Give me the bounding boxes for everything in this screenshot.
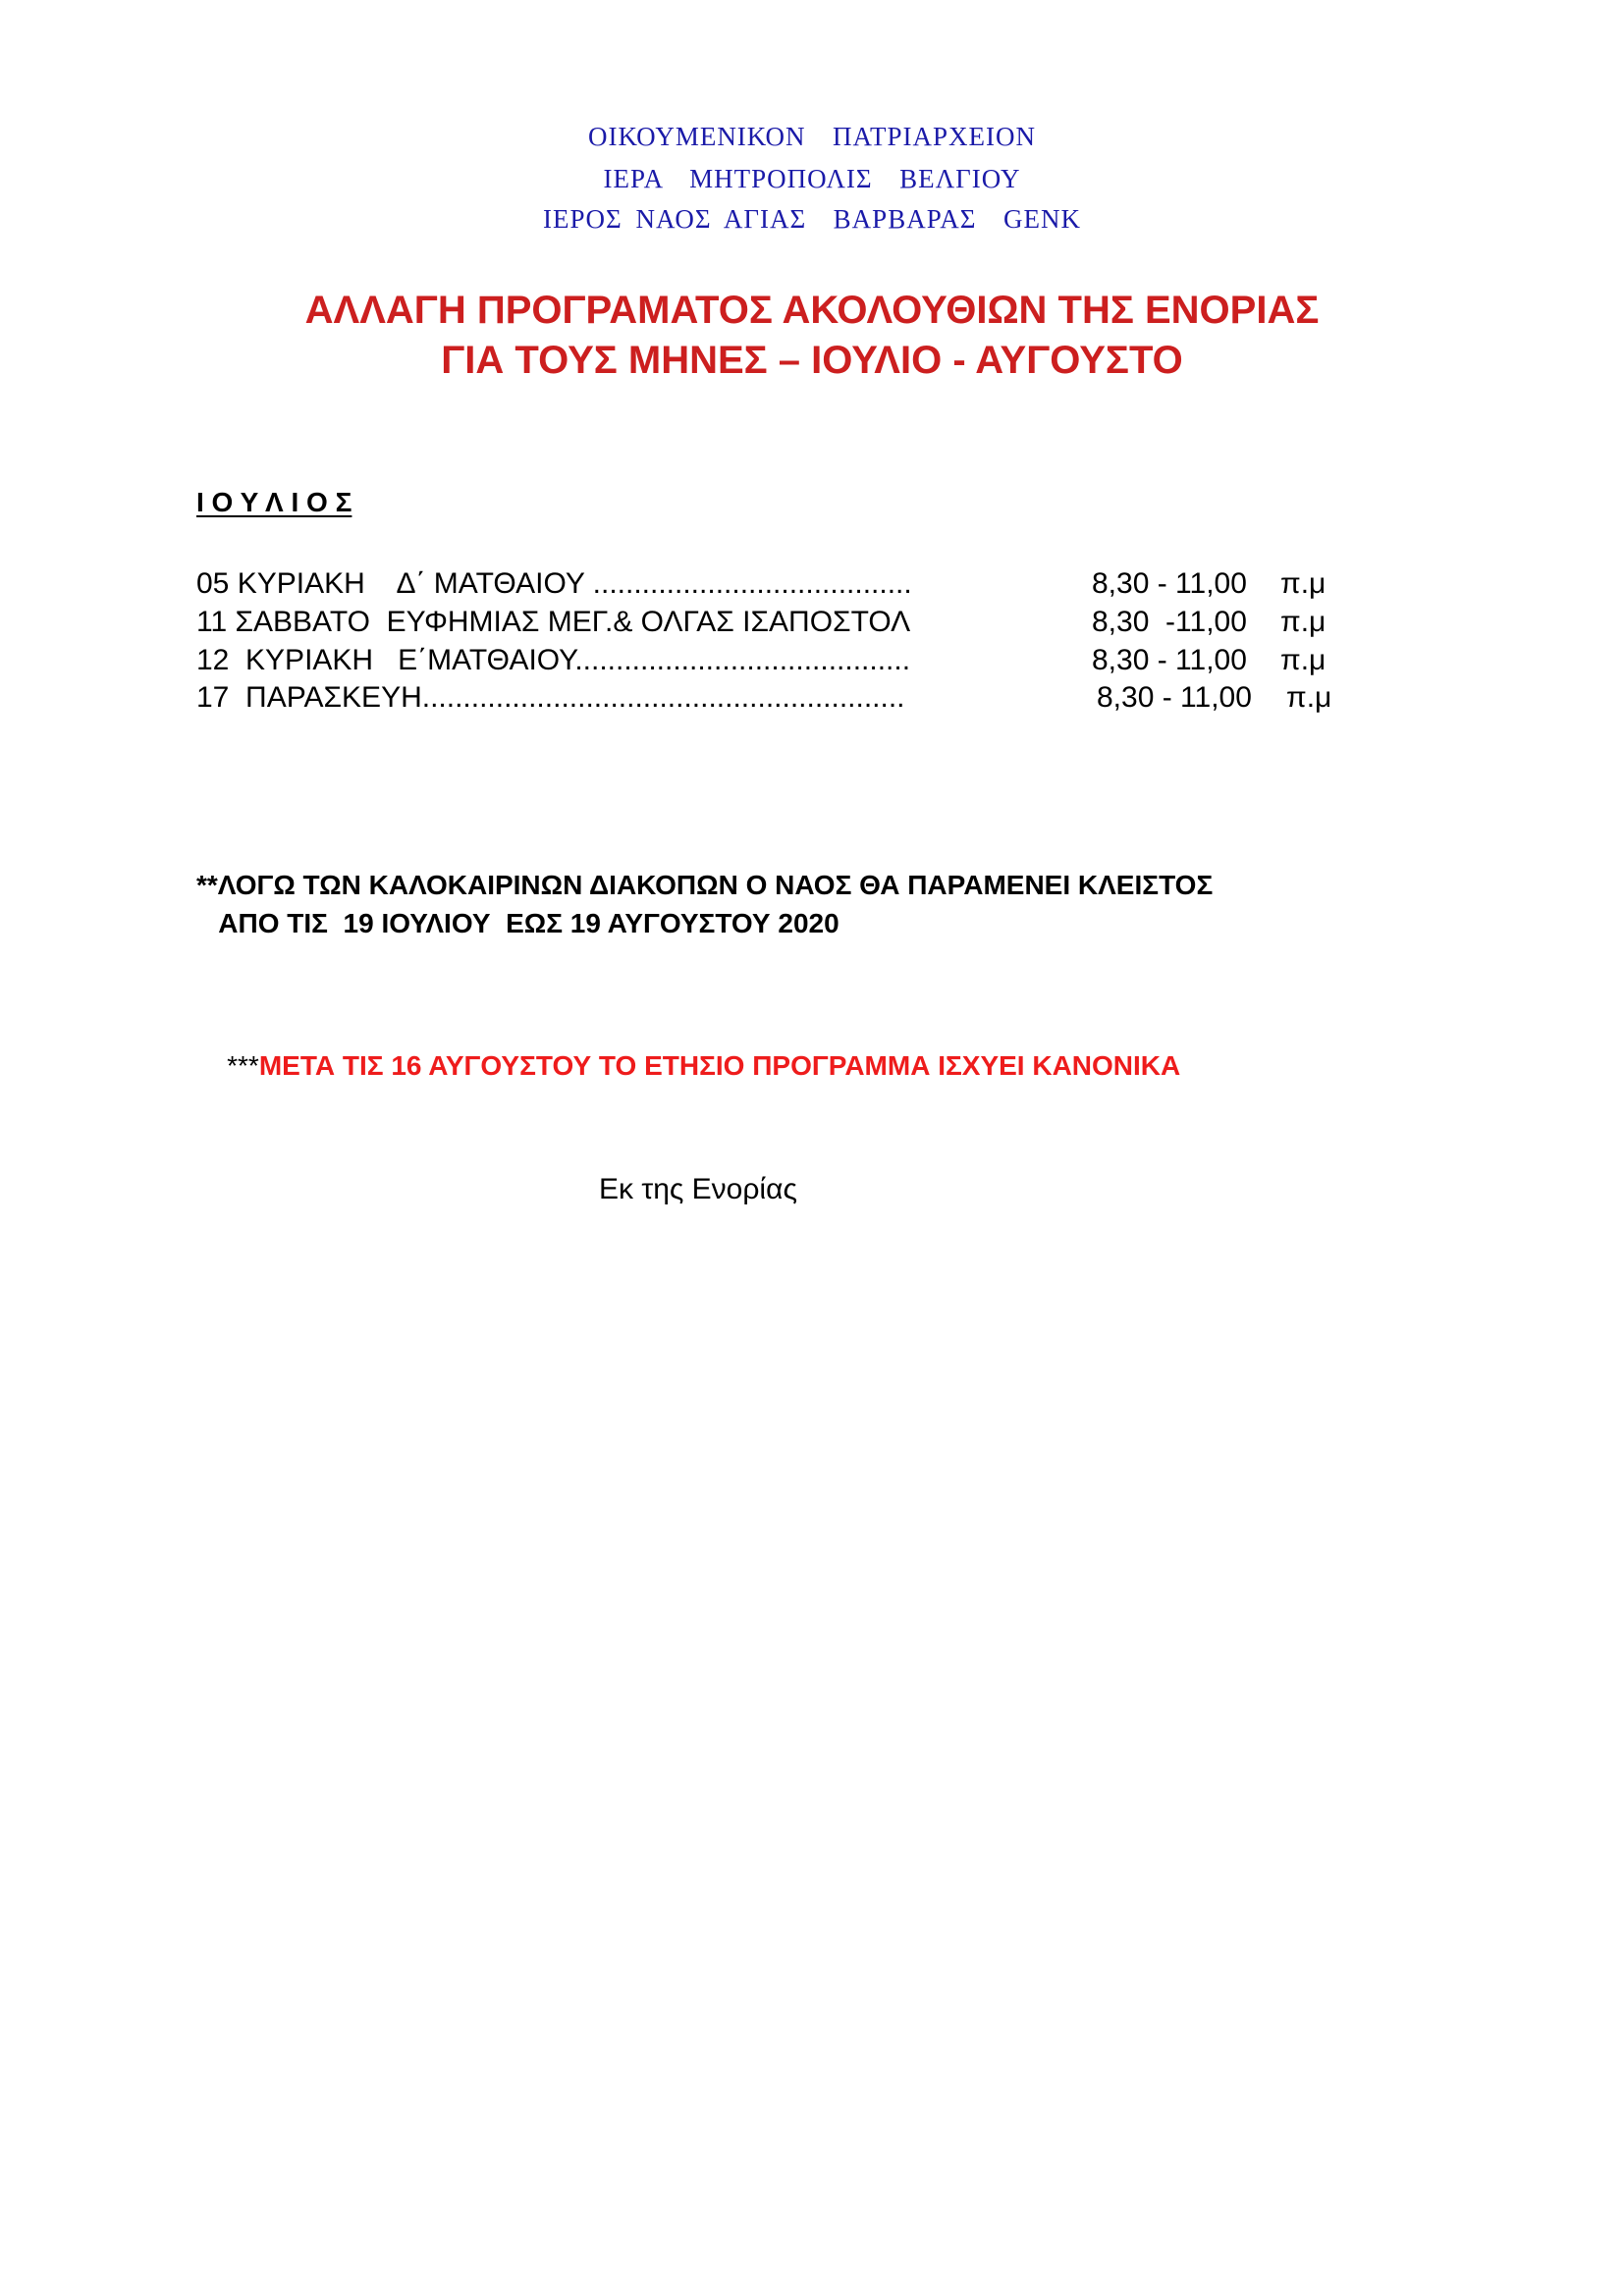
patriarchate-header: ΟΙΚΟΥΜΕΝΙΚΟΝ ΠΑΤΡΙΑΡΧΕΙΟΝ xyxy=(588,122,1036,151)
schedule-entry: 05 ΚΥΡΙΑΚΗ Δ΄ ΜΑΤΘΑΙΟΥ ....................................... xyxy=(196,567,912,600)
closure-notice-line-2: ΑΠΟ ΤΙΣ 19 ΙΟΥΛΙΟΥ ΕΩΣ 19 ΑΥΓΟΥΣΤΟΥ 2020 xyxy=(196,908,839,938)
resume-notice-text: ΜΕΤΑ ΤΙΣ 16 ΑΥΓΟΥΣΤΟΥ ΤΟ ΕΤΗΣΙΟ ΠΡΟΓΡΑΜΜΑ ΙΣΧΥΕΙ ΚΑΝΟΝΙΚΑ xyxy=(258,1050,1181,1081)
schedule-row xyxy=(196,606,1375,643)
schedule-period: π.μ xyxy=(1286,681,1332,714)
schedule-row xyxy=(196,644,1375,681)
schedule-period: π.μ xyxy=(1280,644,1326,676)
month-heading: Ι Ο Υ Λ Ι Ο Σ xyxy=(196,487,352,517)
schedule-time: 8,30 -11,00 xyxy=(1092,606,1247,638)
schedule-row xyxy=(196,681,1375,719)
resume-notice-prefix: *** xyxy=(227,1050,259,1081)
schedule-time: 8,30 - 11,00 xyxy=(1092,644,1247,676)
document-title-line-2: ΓΙΑ ΤΟΥΣ ΜΗΝΕΣ – ΙΟΥΛΙΟ - ΑΥΓΟΥΣΤΟ xyxy=(441,339,1183,382)
schedule-period: π.μ xyxy=(1280,567,1326,600)
schedule-period: π.μ xyxy=(1280,606,1326,638)
schedule-entry: 12 ΚΥΡΙΑΚΗ Ε΄ΜΑΤΘΑΙΟΥ......................................... xyxy=(196,644,911,676)
schedule-row xyxy=(196,567,1375,605)
document-title-line-1: ΑΛΛΑΓΗ ΠΡΟΓΡΑΜΑΤΟΣ ΑΚΟΛΟΥΘΙΩΝ ΤΗΣ ΕΝΟΡΙΑΣ xyxy=(304,289,1320,332)
parish-signature: Εκ της Ενορίας xyxy=(599,1173,797,1205)
resume-notice xyxy=(196,1019,1180,1113)
schedule-entry: 11 ΣΑΒΒΑΤΟ ΕΥΦΗΜΙΑΣ ΜΕΓ.& ΟΛΓΑΣ ΙΣΑΠΟΣΤΟΛ xyxy=(196,606,911,638)
schedule-time: 8,30 - 11,00 xyxy=(1097,681,1252,714)
schedule-time: 8,30 - 11,00 xyxy=(1092,567,1247,600)
closure-notice-line-1: **ΛΟΓΩ ΤΩΝ ΚΑΛΟΚΑΙΡΙΝΩΝ ΔΙΑΚΟΠΩΝ Ο ΝΑΟΣ ΘΑ ΠΑΡΑΜΕΝΕΙ ΚΛΕΙΣΤΟΣ xyxy=(196,870,1214,900)
schedule-entry: 17 ΠΑΡΑΣΚΕΥΗ........................................................... xyxy=(196,681,905,714)
church-header: ΙΕΡΟΣ ΝΑΟΣ ΑΓΙΑΣ ΒΑΡΒΑΡΑΣ GENK xyxy=(543,204,1081,234)
metropolis-header: ΙΕΡΑ ΜΗΤΡΟΠΟΛΙΣ ΒΕΛΓΙΟΥ xyxy=(603,164,1021,193)
